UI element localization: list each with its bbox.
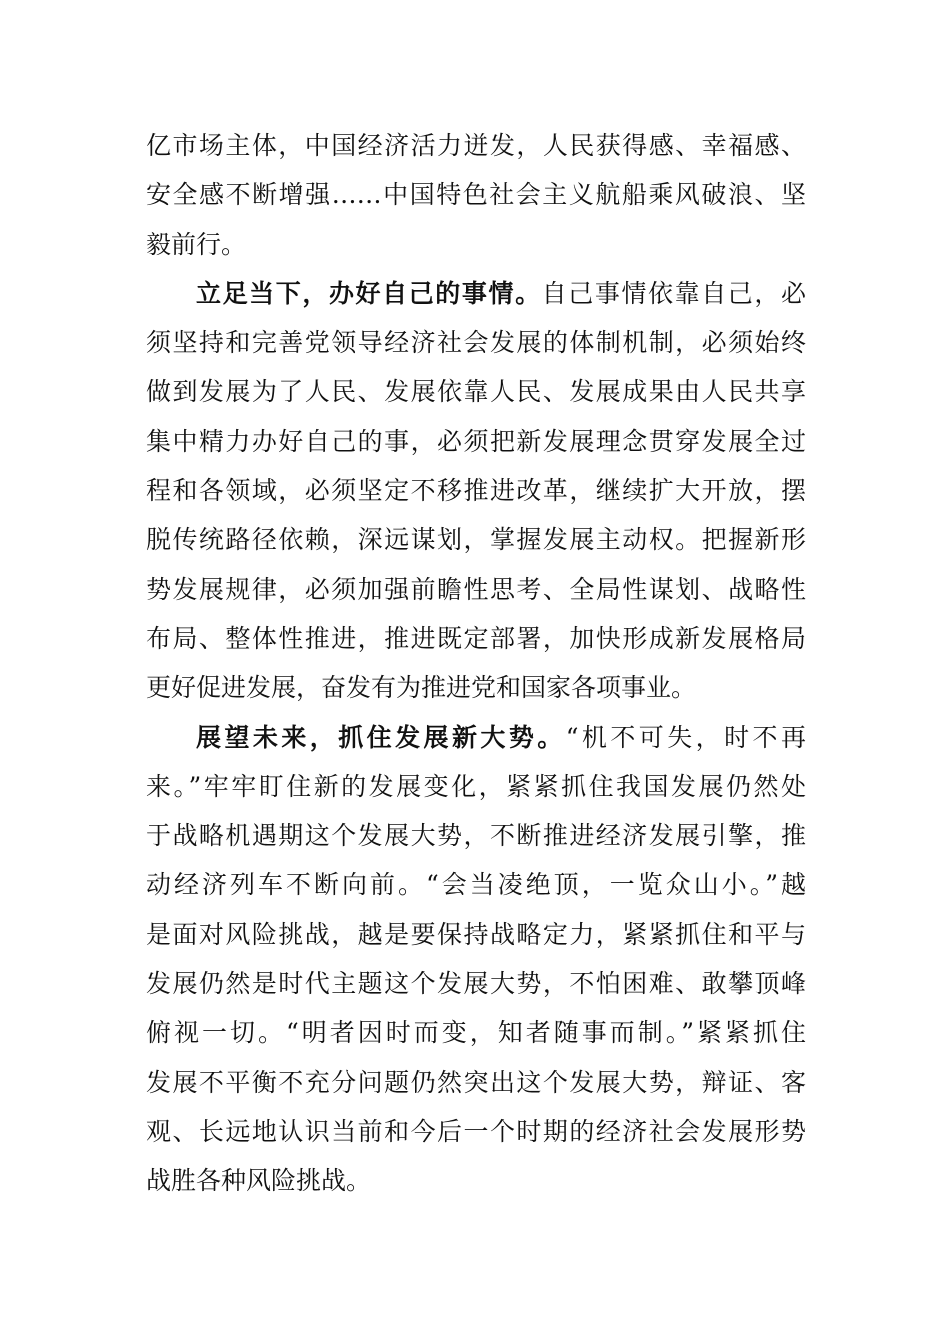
text-line: 观、长远地认识当前和今后一个时期的经济社会发展形势 [146, 1116, 806, 1146]
text-line: 集中精力办好自己的事，必须把新发展理念贯穿发展全过 [146, 426, 806, 456]
text-line: 是面对风险挑战，越是要保持战略定力，紧紧抓住和平与 [146, 919, 806, 949]
text-line: 做到发展为了人民、发展依靠人民、发展成果由人民共享 [146, 377, 806, 407]
text-line: 来。”牢牢盯住新的发展变化，紧紧抓住我国发展仍然处 [146, 771, 806, 801]
document-body [146, 121, 806, 1206]
text-line: 势发展规律，必须加强前瞻性思考、全局性谋划、战略性 [146, 574, 806, 604]
text-line: 亿市场主体，中国经济活力迸发，人民获得感、幸福感、 [146, 131, 806, 160]
text-line: 发展仍然是时代主题这个发展大势，不怕困难、敢攀顶峰 [146, 969, 806, 999]
text-line: 动经济列车不断向前。“会当凌绝顶，一览众山小。”越 [146, 870, 806, 900]
text-line: 战胜各种风险挑战。 [146, 1166, 372, 1196]
paragraph-text: “机不可失，时不再 [565, 722, 806, 752]
paragraph-heading: 立足当下，办好自己的事情。 [196, 278, 542, 308]
text-line: 程和各领域，必须坚定不移推进改革，继续扩大开放，摆 [146, 476, 806, 506]
text-line: 脱传统路径依赖，深远谋划，掌握发展主动权。把握新形 [146, 525, 806, 555]
text-line: 发展不平衡不充分问题仍然突出这个发展大势，辩证、客 [146, 1067, 806, 1097]
text-line: 毅前行。 [146, 229, 247, 259]
text-line: 于战略机遇期这个发展大势，不断推进经济发展引擎，推 [146, 821, 806, 851]
paragraph-first-line [146, 269, 806, 318]
paragraph-heading: 展望未来，抓住发展新大势。 [196, 722, 566, 752]
text-line: 布局、整体性推进，推进既定部署，加快形成新发展格局 [146, 623, 806, 653]
text-line: 俯视一切。“明者因时而变，知者随事而制。”紧紧抓住 [146, 1018, 806, 1048]
paragraph-first-line [146, 713, 806, 762]
text-line: 更好促进发展，奋发有为推进党和国家各项事业。 [146, 673, 697, 703]
paragraph-text: 自己事情依靠自己，必 [541, 278, 806, 308]
text-line: 须坚持和完善党领导经济社会发展的体制机制，必须始终 [146, 328, 806, 358]
text-line: 安全感不断增强……中国特色社会主义航船乘风破浪、坚 [146, 180, 806, 210]
